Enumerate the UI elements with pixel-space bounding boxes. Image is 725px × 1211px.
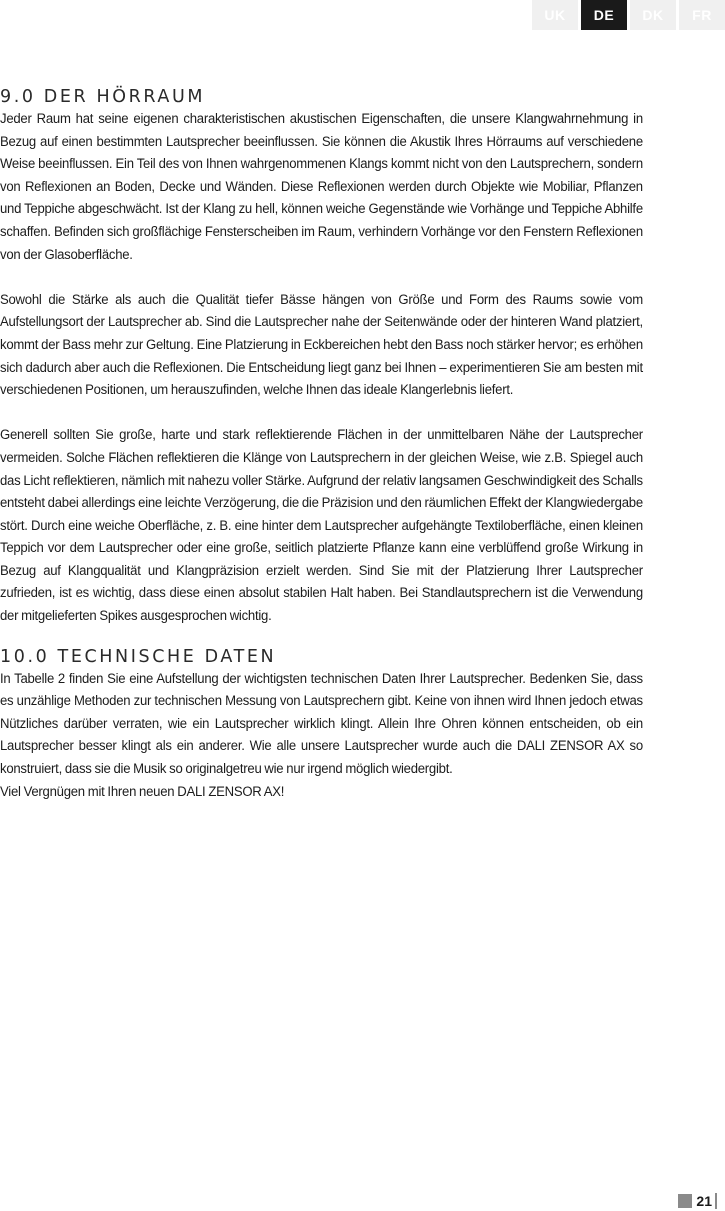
page-content bbox=[0, 86, 656, 803]
paragraph-technical-data: In Tabelle 2 finden Sie eine Aufstellung der wichtigsten technischen Daten Ihrer Lautsprecher. Bedenken Sie, dass es unzählige Methoden zur technischen Messung von Lautsprechern gibt. Keine von ihnen wird Ihnen jedoch etwas Nützliches darüber verraten, wie ein Lautsprecher wirklich klingt. Allein Ihre Ohren können entscheiden, ob ein Lautsprecher besser klingt als ein anderer. Wie alle unsere Lautsprecher wurde auch die DALI ZENSOR AX so konstruiert, dass sie die Musik so originalgetreu wie nur irgend möglich wiedergibt. bbox=[0, 670, 643, 777]
language-tabs bbox=[532, 0, 725, 30]
page-marker-square bbox=[678, 1194, 692, 1208]
paragraph-closing: Viel Vergnügen mit Ihren neuen DALI ZENSOR AX! bbox=[0, 783, 285, 799]
page-number: 21 bbox=[696, 1193, 717, 1209]
lang-tab-de[interactable]: DE bbox=[581, 0, 627, 30]
paragraph-bass-placement: Sowohl die Stärke als auch die Qualität tiefer Bässe hängen von Größe und Form des Raums sowie vom Aufstellungsort der Lautsprecher ab. Sind die Lautsprecher nahe der Seitenwände oder der hinteren Wand platziert, kommt der Bass mehr zur Geltung. Eine Platzierung in Eckbereichen hebt den Bass noch stärker hervor; es erhöhen sich dadurch aber auch die Reflexionen. Die Entscheidung liegt ganz bei Ihnen – experimentieren Sie am besten mit verschiedenen Positionen, um herauszufinden, welche Ihnen das ideale Klangerlebnis liefert. bbox=[0, 291, 643, 398]
lang-tab-uk[interactable]: UK bbox=[532, 0, 578, 30]
lang-tab-dk[interactable]: DK bbox=[630, 0, 676, 30]
paragraph-reflective-surfaces: Generell sollten Sie große, harte und stark reflektierende Flächen in der unmittelbaren Nähe der Lautsprecher vermeiden. Solche Flächen reflektieren die Klänge von Lautsprechern in der gleichen Weise, wie z.B. Spiegel auch das Licht reflektieren, nämlich mit nahezu voller Stärke. Aufgrund der relativ langsamen Geschwindigkeit des Schalls entsteht dabei allerdings eine leichte Verzögerung, die die Präzision und den räumlichen Effekt der Klangwiedergabe stört. Durch eine weiche Oberfläche, z. B. eine hinter dem Lautsprecher aufgehängte Textiloberfläche, einen kleinen Teppich vor dem Lautsprecher oder eine große, seitlich platzierte Pflanze kann eine verblüffend große Wirkung in Bezug auf Klangqualität und Klangpräzision erzielt werden. Sind Sie mit der Platzierung Ihrer Lautsprecher zufrieden, ist es wichtig, dass diese einen absolut stabilen Halt haben. Bei Standlautsprechern ist die Verwendung der mitgelieferten Spikes ausgesprochen wichtig. bbox=[0, 427, 643, 624]
lang-tab-fr[interactable]: FR bbox=[679, 0, 725, 30]
paragraph-room-acoustics: Jeder Raum hat seine eigenen charakteristischen akustischen Eigenschaften, die unsere Klangwahrnehmung in Bezug auf einen bestimmten Lautsprecher beeinflussen. Sie können die Akustik Ihres Hörraums auf verschiedene Weise beeinflussen. Ein Teil des von Ihnen wahrgenommenen Klangs kommt nicht von den Lautsprechern, sondern von Reflexionen an Boden, Decke und Wänden. Diese Reflexionen werden durch Objekte wie Mobiliar, Pflanzen und Teppiche abgeschwächt. Ist der Klang zu hell, können weiche Gegenstände wie Vorhänge und Teppiche Abhilfe schaffen. Befinden sich großflächige Fensterscheiben im Raum, verhindern Vorhänge vor den Fenstern Reflexionen von der Glasoberfläche. bbox=[0, 111, 643, 262]
section-heading-listening-room: 9.0 DER HÖRRAUM bbox=[0, 87, 206, 107]
page-footer bbox=[678, 1193, 717, 1209]
section-heading-technical-data: 10.0 TECHNISCHE DATEN bbox=[0, 646, 277, 667]
